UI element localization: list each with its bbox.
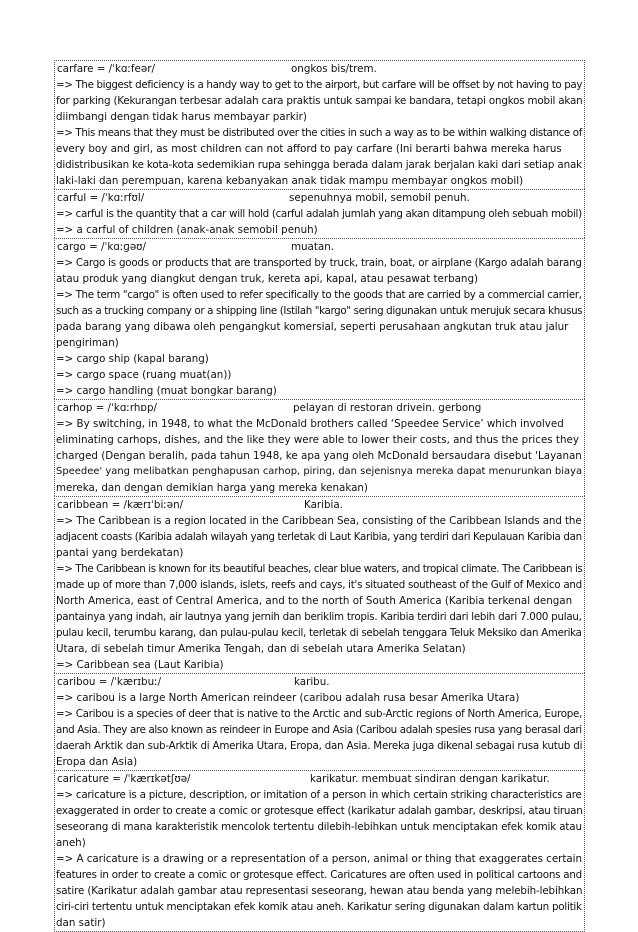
entry-term: caribbean = /kærɪˈbiːən/ xyxy=(57,499,184,511)
entry-text-line: such as a trucking company or a shipping line (Istilah "kargo" sering digunakan untuk merujuk secara khusus xyxy=(56,305,583,317)
entry-header xyxy=(56,239,582,255)
entry-text-line: aneh) xyxy=(56,837,86,849)
entry-text-line: diimbangi dengan tidak harus membayar parkir) xyxy=(56,111,307,123)
entry-text-line: made up of more than 7,000 islands, islets, reefs and cays, it's situated southeast of the Gulf of Mexico and xyxy=(56,579,582,591)
entry-text-line: => The term "cargo" is often used to refer specifically to the goods that are carried by a commercial carrier, xyxy=(56,289,582,301)
dictionary-entry xyxy=(54,496,585,673)
dictionary-entry xyxy=(54,60,585,189)
entry-meaning: karikatur. membuat sindiran dengan karikatur. xyxy=(310,773,550,785)
entry-text-line: Speedee' yang melibatkan penghapusan carhop, piring, dan sejenisnya mereka dapat menurunkan biaya xyxy=(56,466,583,477)
entry-text-line: for parking (Kekurangan terbesar adalah cara praktis untuk sampai ke bandara, tetapi ongkos mobil akan xyxy=(56,95,583,107)
entry-text-line: => caribou is a large North American reindeer (caribou adalah rusa besar Amerika Utara) xyxy=(56,692,520,704)
entry-text-line: features in order to create a comic or grotesque effect. Caricatures are often used in political cartoons and xyxy=(56,869,582,881)
entry-header xyxy=(56,674,582,690)
entry-text-line: => By switching, in 1948, to what the McDonald brothers called ‘Speedee Service’ which involved xyxy=(56,418,564,430)
entry-meaning: ongkos bis/trem. xyxy=(291,63,377,75)
entry-text-line: every boy and girl, as most children can not afford to pay carfare (Ini berarti bahwa mereka harus xyxy=(56,143,562,155)
dictionary-entry xyxy=(54,238,585,399)
entry-text-line: pulau kecil, terumbu karang, dan pulau-pulau kecil, terletak di sebelah tenggara Teluk Meksiko dan Amerika xyxy=(56,627,582,639)
entry-text-line: Eropa dan Asia) xyxy=(56,756,138,768)
dictionary-page xyxy=(54,60,585,932)
entry-text-line: => The biggest deficiency is a handy way to get to the airport, but carfare will be offset by not having to pay xyxy=(56,79,583,91)
entry-text-line: seseorang di mana karakteristik mencolok tertentu dilebih-lebihkan untuk menciptakan efek komik atau xyxy=(56,821,582,833)
entry-header xyxy=(56,497,582,513)
entry-header xyxy=(56,771,582,787)
entry-text-line: atau produk yang diangkut dengan truk, kereta api, kapal, atau pesawat terbang) xyxy=(56,273,479,285)
entry-header xyxy=(56,400,582,416)
entry-text-line: charged (Dengan beralih, pada tahun 1948, ke apa yang oleh McDonald bersaudara disebut 'Layanan xyxy=(56,450,582,462)
entry-text-line: laki-laki dan perempuan, karena kebanyakan anak tidak mampu membayar ongkos mobil) xyxy=(56,175,524,187)
entry-meaning: muatan. xyxy=(291,241,335,253)
entry-meaning: sepenuhnya mobil, semobil penuh. xyxy=(289,192,470,204)
entry-term: caribou = /ˈkærɪbuː/ xyxy=(57,676,162,688)
entry-text-line: => carful is the quantity that a car will hold (carful adalah jumlah yang akan ditampung oleh sebuah mobil) xyxy=(56,208,582,220)
dictionary-entry xyxy=(54,770,585,932)
entry-text-line: mereka, dan dengan demikian harga yang mereka kenakan) xyxy=(56,482,368,494)
entry-text-line: pantainya yang indah, air lautnya yang jernih dan beriklim tropis. Karibia terdiri dari lebih dari 7.000 pulau, xyxy=(56,611,582,623)
entry-text-line: Utara, di sebelah timur Amerika Tengah, dan di sebelah utara Amerika Selatan) xyxy=(56,643,466,655)
entry-text-line: eliminating carhops, dishes, and the like they were able to lower their costs, and thus the prices they xyxy=(56,434,579,446)
entry-text-line: => cargo ship (kapal barang) xyxy=(56,353,209,365)
entry-text-line: adjacent coasts (Karibia adalah wilayah yang terletak di Laut Karibia, yang terdiri dari Kepulauan Karibia dan xyxy=(56,531,582,543)
entry-text-line: => caricature is a picture, description, or imitation of a person in which certain striking characteristics are xyxy=(56,789,582,801)
entry-text-line: daerah Arktik dan sub-Arktik di Amerika Utara, Eropa, dan Asia. Mereka juga dikenal sebagai rusa kutub di xyxy=(56,740,583,752)
dictionary-entry xyxy=(54,399,585,496)
entry-term: cargo = /ˈkɑːɡəʊ/ xyxy=(57,241,147,253)
entry-text-line: => This means that they must be distributed over the cities in such a way as to be within walking distance of xyxy=(56,127,582,139)
entry-text-line: North America, east of Central America, and to the north of South America (Karibia terkenal dengan xyxy=(56,595,573,607)
entry-meaning: pelayan di restoran drivein. gerbong xyxy=(293,402,482,414)
entry-term: carhop = /ˈkɑːrhɒp/ xyxy=(57,402,157,414)
dictionary-entry xyxy=(54,189,585,238)
entry-text-line: ciri-ciri tertentu untuk menciptakan efek komik atau aneh. Karikatur sering digunakan dalam kartun politik xyxy=(56,901,582,913)
entry-header xyxy=(56,61,582,77)
entry-text-line: exaggerated in order to create a comic or grotesque effect (karikatur adalah gambar, deskripsi, atau tiruan xyxy=(56,805,583,817)
entry-text-line: dan satir) xyxy=(56,917,106,929)
entry-text-line: and Asia. They are also known as reindeer in Europe and Asia (Caribou adalah spesies rusa yang berasal dari xyxy=(56,724,582,736)
entry-text-line: => Cargo is goods or products that are transported by truck, train, boat, or airplane (Kargo adalah barang xyxy=(56,257,582,269)
entry-meaning: Karibia. xyxy=(304,499,343,511)
entry-text-line: pengiriman) xyxy=(56,337,119,349)
entry-meaning: karibu. xyxy=(294,676,330,688)
entry-text-line: => a carful of children (anak-anak semobil penuh) xyxy=(56,224,318,236)
entry-term: carfare = /ˈkɑːfeər/ xyxy=(57,63,155,75)
entry-text-line: didistribusikan ke kota-kota sedemikian rupa sehingga berada dalam jarak berjalan kaki dari setiap anak xyxy=(56,159,582,171)
entry-text-line: => cargo handling (muat bongkar barang) xyxy=(56,385,277,397)
entry-text-line: => The Caribbean is known for its beautiful beaches, clear blue waters, and tropical climate. The Caribbean is xyxy=(56,563,583,575)
entry-text-line: satire (Karikatur adalah gambar atau representasi seseorang, hewan atau benda yang melebih-lebihkan xyxy=(56,885,583,897)
entry-header xyxy=(56,190,582,206)
entry-text-line: pantai yang berdekatan) xyxy=(56,547,184,559)
entry-term: carful = /ˈkɑːrfʊl/ xyxy=(57,192,145,204)
dictionary-entry xyxy=(54,673,585,770)
entry-text-line: => Caribou is a species of deer that is native to the Arctic and sub-Arctic regions of North America, Europe, xyxy=(56,708,583,720)
entry-text-line: => A caricature is a drawing or a representation of a person, animal or thing that exaggerates certain xyxy=(56,853,583,865)
entry-text-line: => Caribbean sea (Laut Karibia) xyxy=(56,659,224,671)
entry-text-line: pada barang yang dibawa oleh pengangkut komersial, seperti perusahaan angkutan truk atau jalur xyxy=(56,321,569,333)
entry-text-line: => The Caribbean is a region located in the Caribbean Sea, consisting of the Caribbean Islands and the xyxy=(56,515,582,527)
entry-term: caricature = /ˈkærɪkətʃʊə/ xyxy=(57,773,191,785)
entry-text-line: => cargo space (ruang muat(an)) xyxy=(56,369,232,381)
